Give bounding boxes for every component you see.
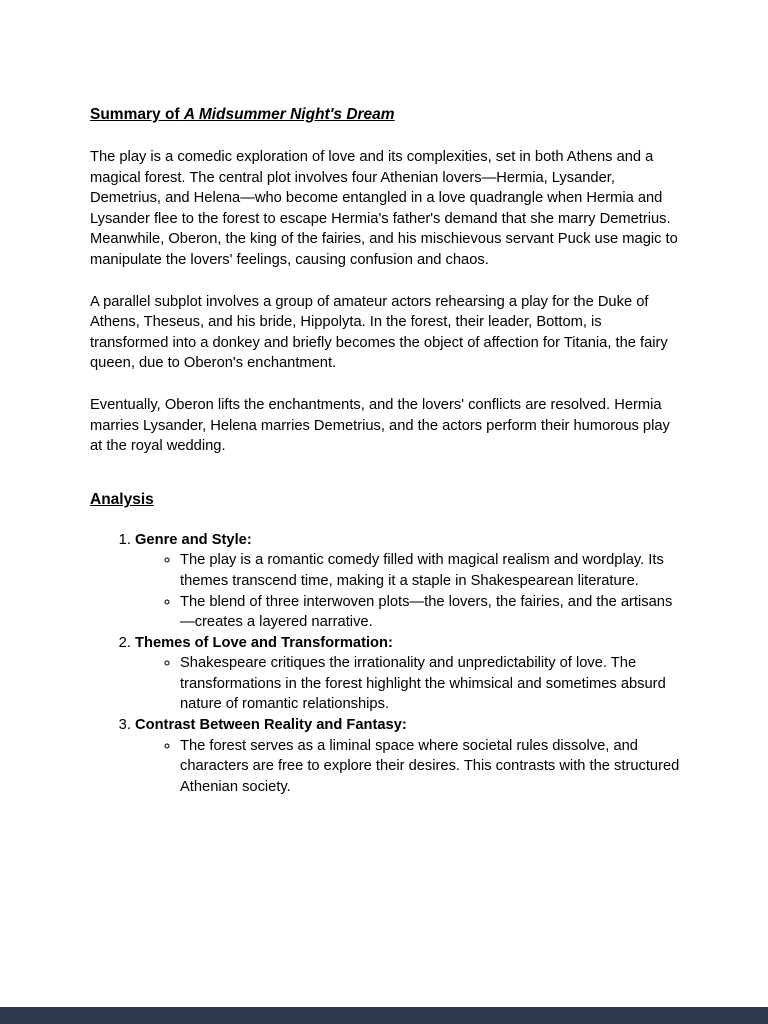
summary-paragraph-3: Eventually, Oberon lifts the enchantments, and the lovers' conflicts are resolved. Hermia marries Lysander, Helena marries Demetrius, and the actors perform their humorous play at the royal wedding. [90,396,670,455]
summary-heading-prefix: Summary of [90,106,184,123]
sub-list-item: ◦ The blend of three interwoven plots—the lovers, the fairies, and the artisans—creates a layered narrative. [180,592,680,633]
sub-list-item: ◦ The play is a romantic comedy filled with magical realism and wordplay. Its themes transcend time, making it a staple in Shakespearean literature. [180,550,680,591]
summary-heading [90,104,680,125]
document-content [90,104,680,797]
viewer-bottom-bar [0,1007,768,1024]
list-item-label: Genre and Style: [135,531,252,548]
analysis-list [90,530,680,798]
sub-list-item: ◦ The forest serves as a liminal space where societal rules dissolve, and characters are free to explore their desires. This contrasts with the structured Athenian society. [180,736,680,798]
analysis-heading: Analysis [90,490,154,508]
list-item [135,633,680,715]
list-item-label: Contrast Between Reality and Fantasy: [135,717,407,734]
sub-list [135,736,680,798]
list-item [135,530,680,633]
sub-list [135,550,680,632]
sub-list-item: ◦ Shakespeare critiques the irrationality and unpredictability of love. The transformations in the forest highlight the whimsical and sometimes absurd nature of romantic relationships. [180,653,680,715]
list-item-label: Themes of Love and Transformation: [135,634,393,651]
list-item [135,715,680,797]
summary-heading-title: A Midsummer Night's Dream [183,106,395,123]
summary-paragraph-1: The play is a comedic exploration of love and its complexities, set in both Athens and a magical forest. The central plot involves four Athenian lovers—Hermia, Lysander, Demetrius, and Helena—who become entangled in a love quadrangle when Hermia and Lysander flee to the forest to escape Hermia's father's demand that she marry Demetrius. Meanwhile, Oberon, the king of the fairies, and his mischievous servant Puck use magic to manipulate the lovers' feelings, causing confusion and chaos. [90,149,678,268]
summary-paragraph-2: A parallel subplot involves a group of amateur actors rehearsing a play for the Duke of Athens, Theseus, and his bride, Hippolyta. In the forest, their leader, Bottom, is transformed into a donkey and briefly becomes the object of affection for Titania, the fairy queen, due to Oberon's enchantment. [90,293,668,372]
sub-list [135,653,680,715]
